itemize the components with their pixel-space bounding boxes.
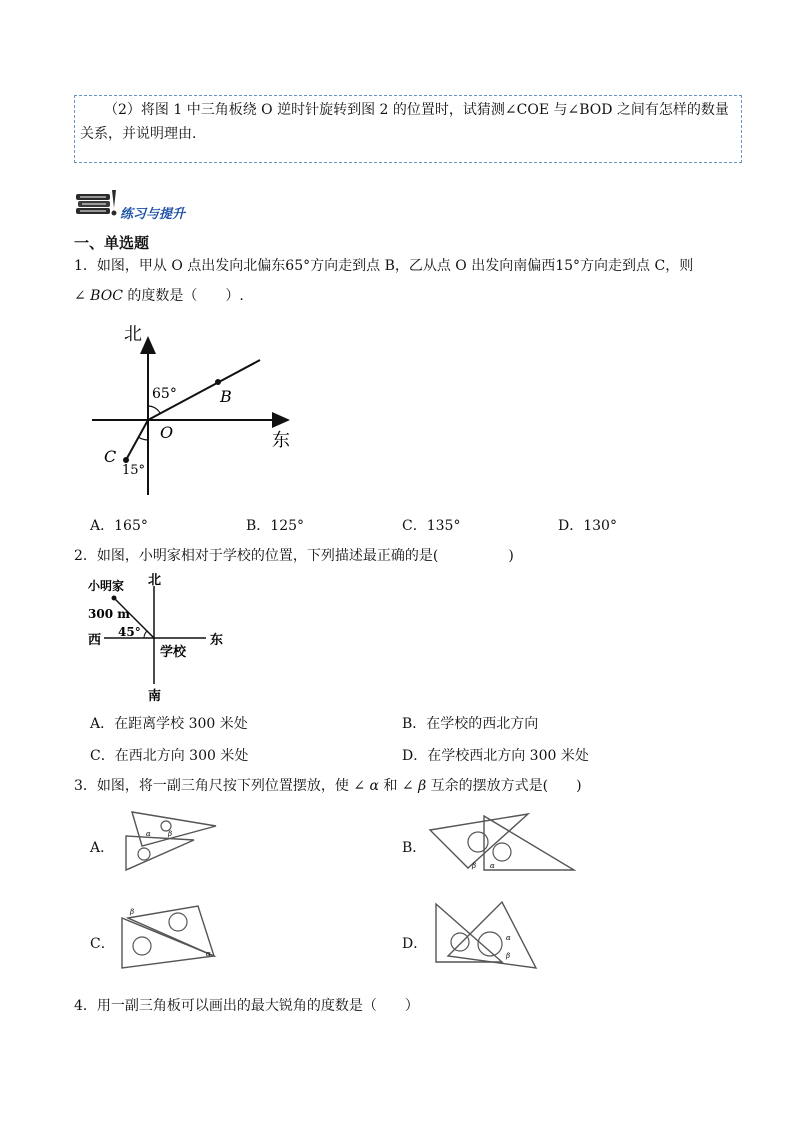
q1-angle: ∠ BOC: [74, 288, 123, 304]
part2-text: （2）将图 1 中三角板绕 O 逆时针旋转到图 2 的位置时，试猜测∠COE 与∠BOD 之间有怎样的数量关系，并说明理由.: [80, 102, 729, 142]
q1-label-north: 北: [124, 324, 142, 345]
q1-label-65: 65°: [152, 386, 177, 402]
q1-line1: [74, 256, 693, 276]
q1-number: 1．: [74, 258, 97, 274]
q2-home-point: [112, 596, 117, 601]
q2-label-dist: 300 m: [88, 607, 130, 621]
q2-label-west: 西: [88, 633, 102, 648]
svg-text:β: β: [472, 862, 477, 870]
q1-text: 如图，甲从 O 点出发向北偏东65°方向走到点 B，乙从点 O 出发向南偏西15°方向走到点 C，则: [96, 258, 694, 274]
q3-and: 和: [383, 778, 398, 794]
svg-text:α: α: [146, 830, 151, 838]
q1-option-b[interactable]: B．125°: [246, 518, 305, 534]
q2-label-home: 小明家: [88, 579, 125, 593]
q1-text2: 的度数是（ ）.: [122, 288, 244, 304]
q2-option-c[interactable]: C．在西北方向 300 米处: [90, 748, 249, 764]
section-title: 练习与提升: [120, 207, 186, 222]
q4-number: 4．: [74, 998, 97, 1014]
q3-line1: [74, 776, 582, 796]
q3-text-b: 互余的摆放方式是( ): [430, 778, 582, 794]
q3-number: 3．: [74, 778, 97, 794]
svg-text:α: α: [206, 950, 211, 958]
q2-label-north: 北: [148, 573, 162, 588]
q1-arc-65: [148, 406, 160, 413]
q3-figure-c: [118, 900, 222, 972]
q1-option-d[interactable]: D．130°: [558, 518, 617, 534]
q3-option-b[interactable]: B．: [402, 840, 427, 856]
q3-beta: ∠ β: [401, 778, 427, 794]
q2-number: 2．: [74, 548, 97, 564]
q3-figure-b: [424, 808, 582, 874]
q2-label-angle: 45°: [118, 625, 141, 639]
svg-text:α: α: [490, 862, 495, 870]
q1-label-east: 东: [272, 430, 290, 451]
section-heading: 一、单选题: [74, 234, 150, 252]
q2-option-b[interactable]: B．在学校的西北方向: [402, 716, 539, 732]
q1-arc-15: [138, 437, 148, 440]
q2-line1: [74, 546, 514, 566]
q2-option-a[interactable]: A．在距离学校 300 米处: [90, 716, 248, 732]
svg-text:α: α: [506, 934, 511, 942]
q3-figure-a: [118, 806, 222, 874]
q1-point-b: [215, 379, 221, 385]
q3-alpha: ∠ α: [353, 778, 380, 794]
svg-text:β: β: [506, 952, 511, 960]
q2-arc: [144, 631, 147, 638]
q1-label-b: B: [220, 387, 232, 406]
svg-text:β: β: [130, 908, 135, 916]
q1-figure: [80, 320, 310, 500]
q1-label-c: C: [104, 447, 117, 466]
q4-line1: [74, 996, 419, 1016]
q3-text-a: 如图，将一副三角尺按下列位置摆放，使: [96, 778, 349, 794]
svg-text:β: β: [168, 830, 173, 838]
q1-line2: [74, 286, 244, 306]
q4-text: 用一副三角板可以画出的最大锐角的度数是（ ）: [96, 998, 419, 1014]
q3-option-a[interactable]: A．: [90, 840, 115, 856]
q3-figure-d: [432, 900, 542, 972]
q2-label-east: 东: [210, 633, 224, 648]
q1-option-a[interactable]: A．165°: [90, 518, 148, 534]
q1-label-15: 15°: [122, 463, 146, 478]
q2-figure: [84, 572, 244, 704]
q2-label-south: 南: [148, 689, 162, 704]
q2-option-d[interactable]: D．在学校西北方向 300 米处: [402, 748, 589, 764]
q1-option-c[interactable]: C．135°: [402, 518, 461, 534]
q2-label-school: 学校: [160, 645, 187, 660]
q3-option-d[interactable]: D．: [402, 936, 428, 952]
q1-label-o: O: [160, 423, 174, 442]
q2-text: 如图，小明家相对于学校的位置，下列描述最正确的是( ): [96, 548, 514, 564]
q3-option-c[interactable]: C．: [90, 936, 115, 952]
